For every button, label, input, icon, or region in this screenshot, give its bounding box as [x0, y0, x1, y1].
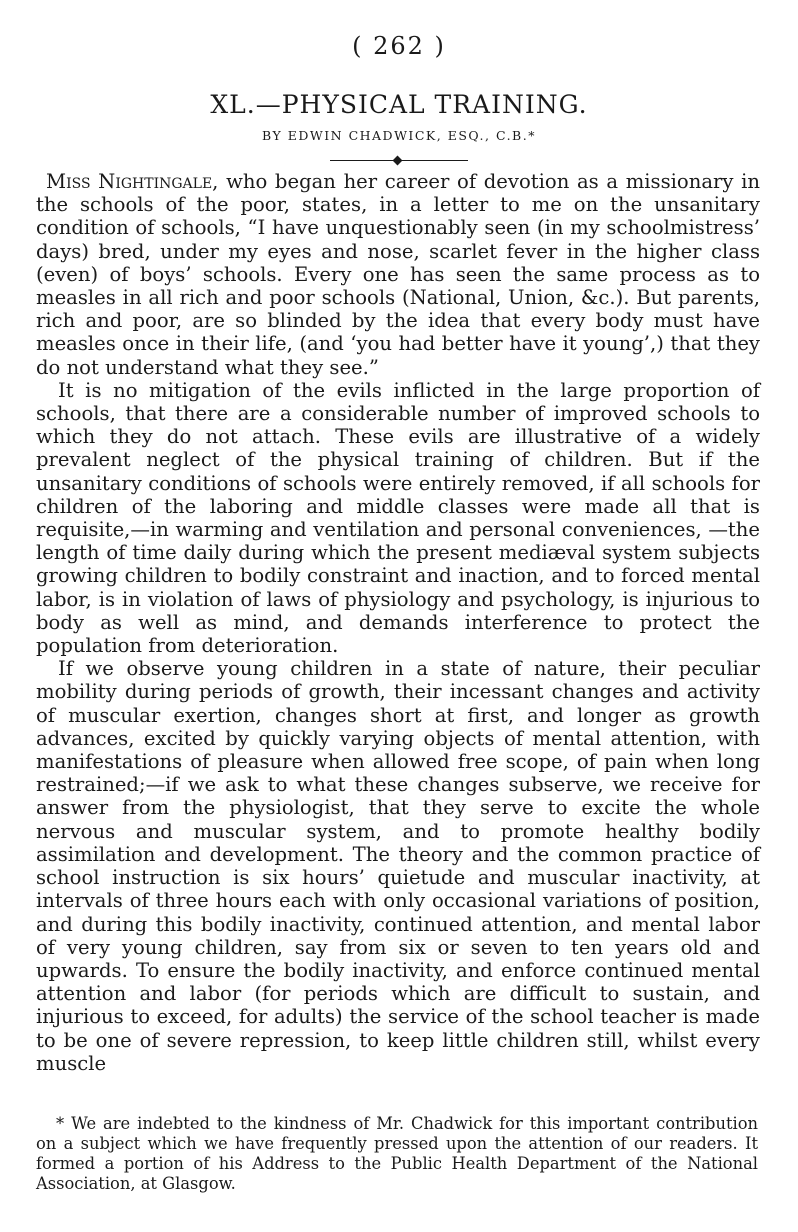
paragraph	[36, 170, 760, 379]
page-number: ( 262 )	[352, 32, 446, 60]
article-byline: BY EDWIN CHADWICK, ESQ., C.B.*	[262, 128, 536, 143]
paragraph-lead: Miss Nightingale,	[46, 170, 219, 193]
footnote-text: * We are indebted to the kindness of Mr. Chadwick for this important contribution on a subject which we have frequently pressed upon the attention of our readers. It formed a portion of his Address to the Public Health Department of the National Association, at Glasgow.	[36, 1114, 758, 1193]
paragraph: If we observe young children in a state of nature, their peculiar mobility during periods of growth, their incessant changes and activity of muscular exertion, changes short at first, and longer as growth advances, excited by quickly varying objects of mental attention, with manifestations of pleasure when allowed free scope, of pain when long restrained;—if we ask to what these changes subserve, we receive for answer from the physiologist, that they serve to excite the whole nervous and muscular system, and to promote healthy bodily assimilation and development. The theory and the common practice of school instruction is six hours’ quietude and muscular inactivity, at intervals of three hours each with only occasional variations of position, and during this bodily inactivity, continued attention, and mental labor of very young children, say from six or seven to ten years old and upwards. To ensure the bodily inactivity, and enforce continued mental attention and labor (for periods which are difficult to sustain, and injurious to exceed, for adults) the service of the school teacher is made to be one of severe repression, to keep little children still, whilst every muscle	[36, 657, 760, 1075]
paragraph: It is no mitigation of the evils inflicted in the large proportion of schools, that there are a considerable number of improved schools to which they do not attach. These evils are illustrative of a widely prevalent neglect of the physical training of children. But if the unsanitary conditions of schools were entirely removed, if all schools for children of the laboring and middle classes were made all that is requisite,—in warming and ventilation and personal conveniences, —the length of time daily during which the present mediæval system subjects growing children to bodily constraint and inaction, and to forced mental labor, is in violation of laws of physiology and psychology, is injurious to body as well as mind, and demands interference to protect the population from deterioration.	[36, 378, 760, 658]
footnote	[36, 1114, 758, 1194]
title-divider-ornament	[330, 156, 468, 166]
diamond-icon	[393, 156, 403, 166]
article-body	[36, 170, 760, 1075]
paragraph-text: who began her career of devotion as a missionary in the schools of the poor, states, in a letter to me on the unsanitary condition of schools, “I have unquestionably seen (in my schoolmistress’ days) bred, under my eyes and nose, scarlet fever in the higher class (even) of boys’ schools. Every one has seen the same process as to measles in all rich and poor schools (National, Union, &c.). But parents, rich and poor, are so blinded by the idea that every body must have measles once in their life, (and ‘you had better have it young’,) that they do not understand what they see.”	[36, 170, 761, 379]
article-title: XL.—PHYSICAL TRAINING.	[210, 90, 588, 119]
